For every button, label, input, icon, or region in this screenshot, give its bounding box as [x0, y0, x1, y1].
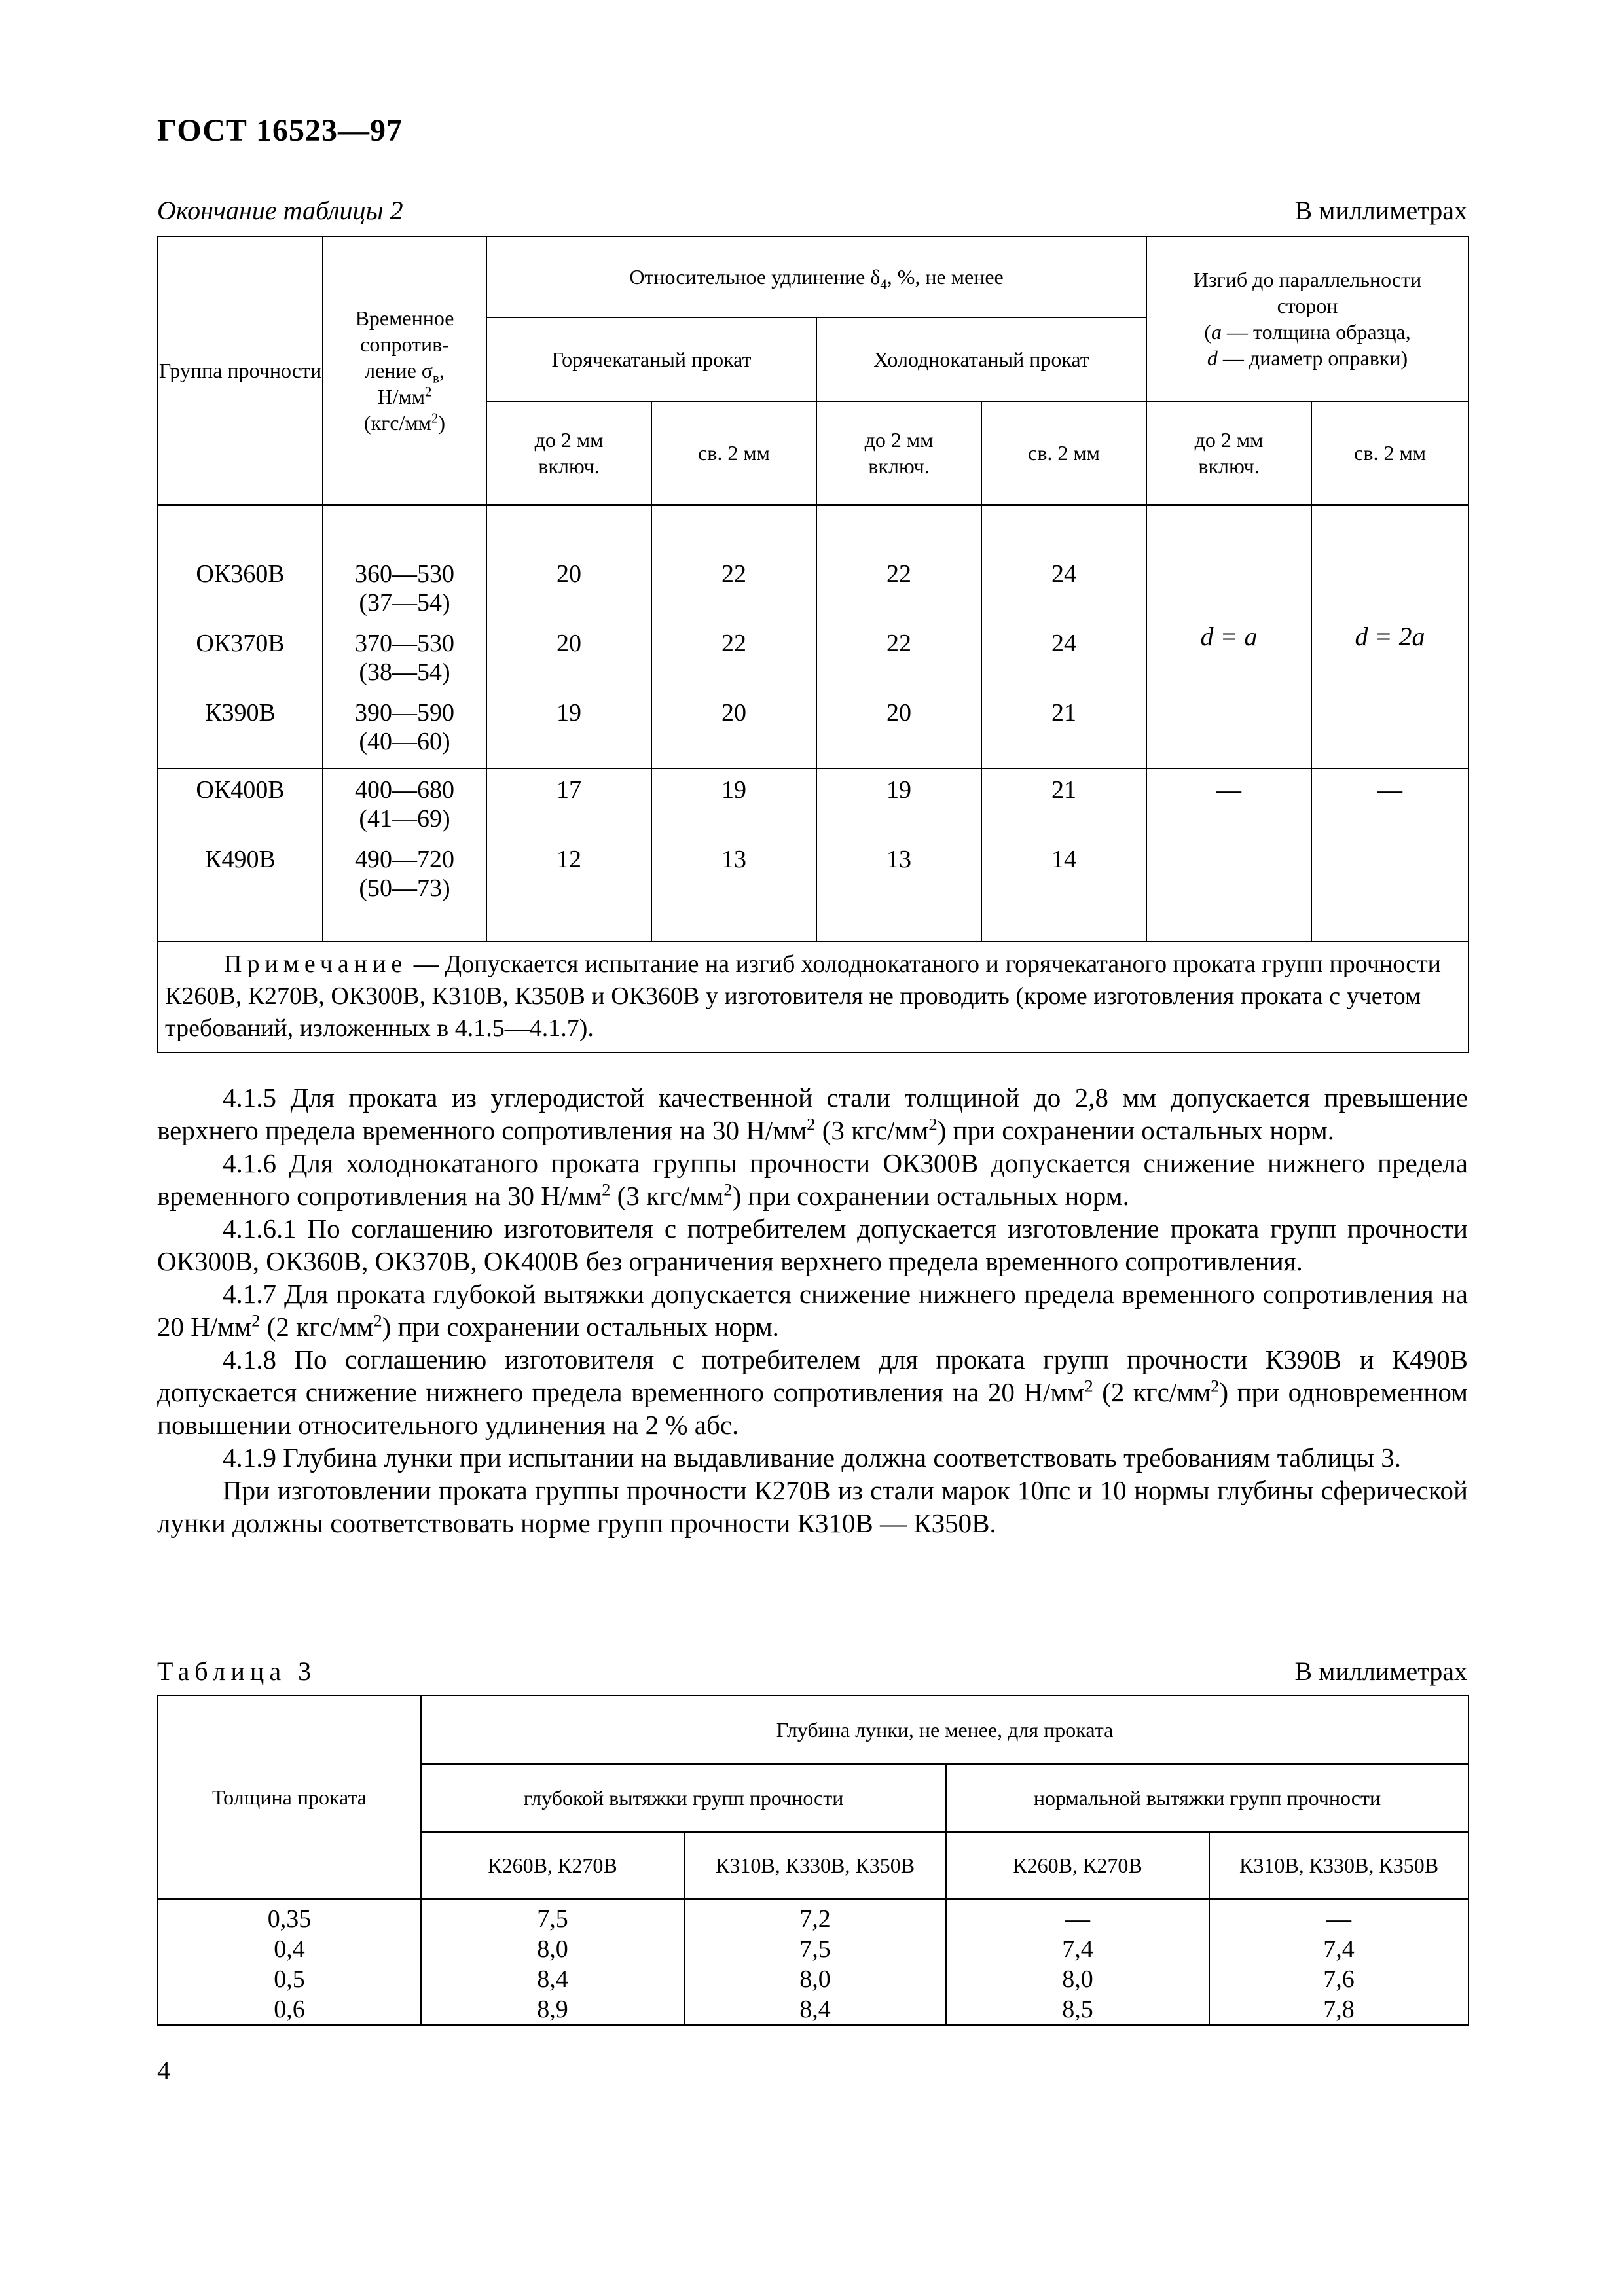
subheader-group: К310В, К330В, К350В — [1209, 1832, 1468, 1899]
col-header-group: Группа прочности — [158, 236, 323, 505]
col-header-elongation: Относительное удлинение $\delta_4$, %, не менее — [486, 236, 1146, 317]
subheader-group: К260В, К270В — [946, 1832, 1209, 1899]
paragraph-4-1-7: 4.1.7 Для проката глубокой вытяжки допускается снижение нижнего предела временного сопротивления на 20 $Н/мм^2$ (2 кгс/$мм^2$) при сохранении остальных норм. — [157, 1279, 1468, 1342]
value-cell: 19 13 — [816, 768, 981, 941]
table2-caption: Окончание таблицы 2 — [157, 196, 403, 225]
depth-cell: 7,5 8,0 8,4 8,9 — [421, 1899, 684, 2025]
paragraph-4-1-5: 4.1.5 Для проката из углеродистой качественной стали толщиной до 2,8 мм допускается превышение верхнего предела временного сопротивления на 30 $Н/мм^2$ (3 кгс/$мм^2$) при сохранении остальных норм. — [157, 1083, 1468, 1145]
paragraph-4-1-6-1: 4.1.6.1 По соглашению изготовителя с потребителем допускается изготовление проката групп прочности ОК300В, ОК360В, ОК370В, ОК400В без ограничения верхнего предела временного сопротивления. — [157, 1213, 1468, 1276]
subheader-upto-2mm: до 2 мм включ. — [1146, 401, 1311, 505]
table3 — [157, 1695, 1469, 2026]
group-cell: ОК400В К490В — [158, 768, 323, 941]
subheader-over-2mm: св. 2 мм — [981, 401, 1146, 505]
col-header-bend: Изгиб до параллельности сторон (a — толщина образца, d — диаметр оправки) — [1146, 236, 1468, 401]
table2 — [157, 236, 1469, 1053]
bend-value-cell: d = a — [1146, 505, 1311, 768]
subheader-over-2mm: св. 2 мм — [651, 401, 816, 505]
strength-cell: 400—680 (41—69) 490—720 (50—73) — [323, 768, 486, 941]
col-header-thickness: Толщина проката — [158, 1696, 421, 1899]
subheader-group: К310В, К330В, К350В — [684, 1832, 946, 1899]
table2-note: Примечание — Допускается испытание на изгиб холоднокатаного и горячекатаного проката групп прочности К260В, К270В, ОК300В, К310В, К350В и ОК360В у изготовителя не проводить (кроме изготовления проката с учетом требований, изложенных в 4.1.5—4.1.7). — [158, 941, 1468, 1052]
value-cell: 24 24 21 — [981, 505, 1146, 768]
col-header-cold-rolled: Холоднокатаный прокат — [816, 317, 1146, 401]
subheader-group: К260В, К270В — [421, 1832, 684, 1899]
table3-caption: Таблица 3 — [157, 1657, 317, 1686]
table2-units: В миллиметрах — [1294, 196, 1467, 225]
col-header-hot-rolled: Горячекатаный прокат — [486, 317, 816, 401]
col-header-strength: Временное сопротив- ление $\sigma_в$, $Н/мм^2$ $(кгс/мм^2)$ — [323, 236, 486, 505]
value-cell: 22 22 20 — [651, 505, 816, 768]
page-number: 4 — [157, 2056, 170, 2085]
value-cell: 20 20 19 — [486, 505, 651, 768]
subheader-upto-2mm: до 2 мм включ. — [486, 401, 651, 505]
group-cell: ОК360В ОК370В К390В — [158, 505, 323, 768]
paragraph-4-1-6: 4.1.6 Для холоднокатаного проката группы прочности ОК300В допускается снижение нижнего предела временного сопротивления на 30 $Н/мм^2$ (3 кгс/$мм^2$) при сохранении остальных норм. — [157, 1148, 1468, 1211]
table2-data-group-1 — [158, 505, 1468, 768]
table3-data — [158, 1899, 1468, 2025]
depth-cell: — 7,4 7,6 7,8 — [1209, 1899, 1468, 2025]
bend-dash-cell: — — [1311, 768, 1468, 941]
col-header-deep-drawing: глубокой вытяжки групп прочности — [421, 1764, 946, 1832]
col-header-depth: Глубина лунки, не менее, для проката — [421, 1696, 1468, 1764]
value-cell: 21 14 — [981, 768, 1146, 941]
thickness-cell: 0,35 0,4 0,5 0,6 — [158, 1899, 421, 2025]
value-cell: 17 12 — [486, 768, 651, 941]
document-code-header: ГОСТ 16523—97 — [157, 113, 403, 148]
subheader-upto-2mm: до 2 мм включ. — [816, 401, 981, 505]
value-cell: 19 13 — [651, 768, 816, 941]
bend-value-cell: d = 2a — [1311, 505, 1468, 768]
value-cell: 22 22 20 — [816, 505, 981, 768]
subheader-over-2mm: св. 2 мм — [1311, 401, 1468, 505]
paragraph-4-1-9: 4.1.9 Глубина лунки при испытании на выдавливание должна соответствовать требованиям таблицы 3. — [223, 1443, 1401, 1473]
col-header-normal-drawing: нормальной вытяжки групп прочности — [946, 1764, 1468, 1832]
table2-data-group-2 — [158, 768, 1468, 941]
depth-cell: — 7,4 8,0 8,5 — [946, 1899, 1209, 2025]
strength-cell: 360—530 (37—54) 370—530 (38—54) 390—590 (40—60) — [323, 505, 486, 768]
body-text — [157, 1081, 1468, 1539]
depth-cell: 7,2 7,5 8,0 8,4 — [684, 1899, 946, 2025]
bend-dash-cell: — — [1146, 768, 1311, 941]
paragraph-4-1-9-continued: При изготовлении проката группы прочности К270В из стали марок 10пс и 10 нормы глубины сферической лунки должны соответствовать норме групп прочности К310В — К350В. — [157, 1475, 1468, 1538]
table3-units: В миллиметрах — [1294, 1657, 1467, 1686]
paragraph-4-1-8: 4.1.8 По соглашению изготовителя с потребителем для проката групп прочности К390В и К490В допускается снижение нижнего предела временного сопротивления на 20 $Н/мм^2$ (2 кгс/$мм^2$) при одновременном повышении относительного удлинения на 2 % абс. — [157, 1344, 1468, 1440]
